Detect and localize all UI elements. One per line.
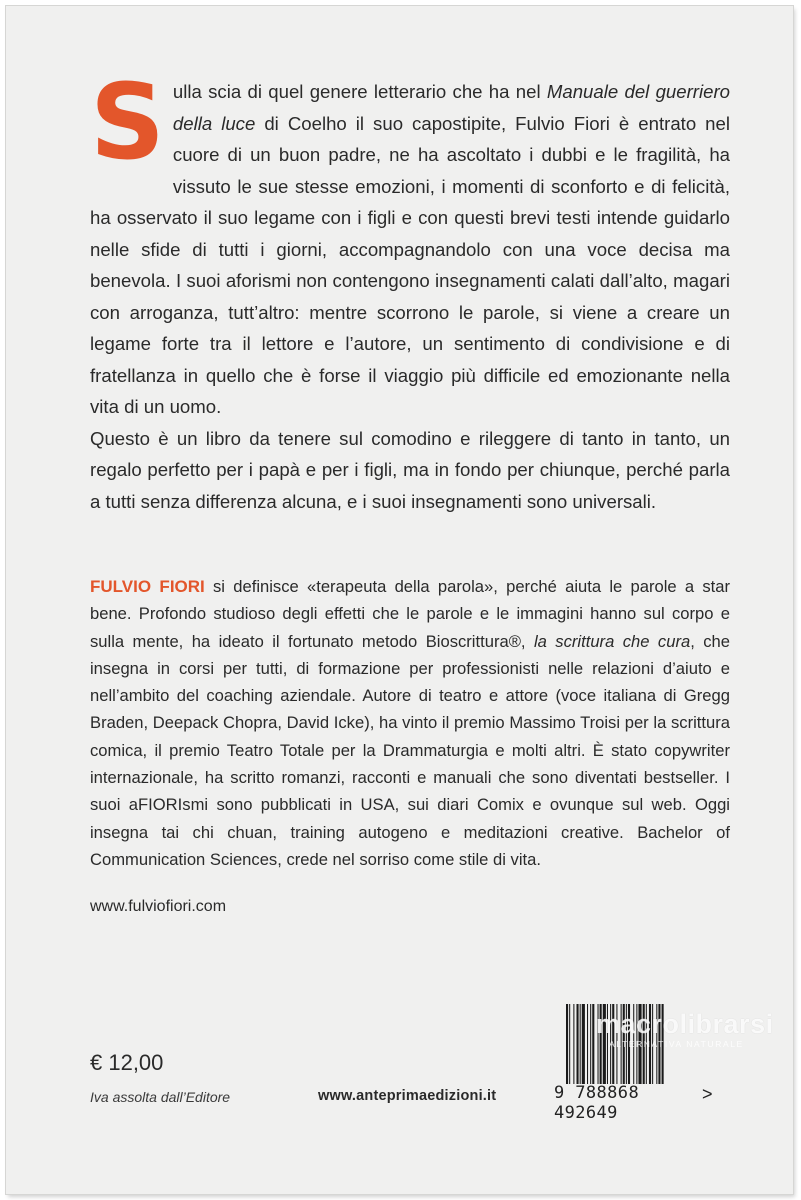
barcode-bar — [587, 1004, 588, 1084]
barcode-bar — [607, 1004, 608, 1084]
barcode-bar — [638, 1004, 641, 1084]
barcode-bar — [612, 1004, 614, 1084]
barcode-bar — [628, 1004, 630, 1084]
barcode-bar — [646, 1004, 647, 1084]
synopsis-paragraph-1 — [90, 61, 730, 423]
price: € 12,00 — [90, 1050, 164, 1075]
barcode-bar — [600, 1004, 602, 1084]
barcode-bar — [652, 1004, 653, 1084]
barcode-bar — [569, 1004, 570, 1084]
barcode-bar — [592, 1004, 594, 1084]
synopsis-book-title: Manuale del guerriero della luce — [172, 81, 730, 134]
author-bio — [90, 573, 730, 873]
barcode-bar — [636, 1004, 637, 1084]
barcode-bar — [610, 1004, 611, 1084]
barcode-bar — [577, 1004, 579, 1084]
vat-note: Iva assolta dall’Editore — [90, 1089, 231, 1105]
bio-method-tagline: la scrittura che cura — [533, 631, 691, 651]
author-name: FULVIO FIORI — [90, 577, 205, 596]
barcode-bar — [623, 1004, 625, 1084]
author-website[interactable]: www.fulviofiori.com — [90, 898, 227, 915]
barcode — [554, 1004, 702, 1123]
synopsis-text-c: di Coelho il suo capostipite, Fulvio Fiori è entrato nel cuore di un buon padre, ne ha ascoltato i dubbi e le fragilità, ha vissuto le sue stesse emozioni, i momenti di sconforto e di felicità, ha osservato il suo legame con i figli e con questi brevi testi intende guidarlo nelle sfide di tutti i giorni, accompagnandolo con una voce decisa ma benevola. I suoi aforismi non contengono insegnamenti calati dall’alto, magari con arroganza, tutt’altro: mentre scorrono le parole, si viene a creare un legame forte tra il lettore e l’autore, un sentimento di condivisione e di fratellanza in quello che è forse il viaggio più difficile ed emozionante nella vita di un uomo. — [90, 112, 730, 417]
synopsis-text-a: ulla scia di quel genere letterario che ha nel — [172, 81, 547, 102]
barcode-bars — [566, 1004, 696, 1084]
barcode-bar — [590, 1004, 591, 1084]
synopsis — [90, 61, 730, 517]
watermark-logo: macrolibrarsi — [596, 1009, 774, 1039]
barcode-bar — [566, 1004, 568, 1084]
drop-cap: S — [90, 61, 165, 183]
barcode-bar — [580, 1004, 581, 1084]
barcode-bar — [633, 1004, 634, 1084]
barcode-bar — [582, 1004, 585, 1084]
barcode-bar — [603, 1004, 606, 1084]
book-back-cover — [6, 6, 793, 1194]
ean-arrow: > — [702, 1084, 713, 1104]
publisher-website[interactable]: www.anteprimaedizioni.it — [318, 1088, 497, 1104]
synopsis-paragraph-2: Questo è un libro da tenere sul comodino e rileggere di tanto in tanto, un regalo perfetto per i papà e per i figli, ma in fondo per chiunque, perché parla a tutti senza differenza alcuna, e i suoi insegnamenti sono universali. — [90, 427, 730, 512]
barcode-bar — [649, 1004, 651, 1084]
watermark-tagline: ALTERNATIVA NATURALE — [609, 1039, 744, 1049]
barcode-bar — [626, 1004, 627, 1084]
barcode-bar — [616, 1004, 617, 1084]
barcode-bar — [643, 1004, 645, 1084]
barcode-bar — [658, 1004, 660, 1084]
barcode-bar — [573, 1004, 574, 1084]
barcode-bar — [656, 1004, 657, 1084]
barcode-bar — [662, 1004, 664, 1084]
bio-text-a: si definisce «terapeuta della parola», perché aiuta le parole a star bene. Profondo studioso degli effetti che le parole e le immagini hanno sul corpo e sulla mente, ha ideato il fortunato metodo Bioscrittura®, — [90, 577, 730, 651]
bio-text-c: , che insegna in corsi per tutti, di formazione per professionisti nelle relazioni d’aiuto e nell’ambito del coaching aziendale. Autore di teatro e attore (voce italiana di Gregg Braden, Deepack Chopra, David Icke), ha vinto il premio Massimo Troisi per la scrittura comica, il premio Teatro Totale per la Drammaturgia e molti altri. È stato copywriter internazionale, ha scritto romanzi, racconti e manuali che sono diventati bestseller. I suoi aFIORIsmi sono pubblicati in USA, sui diari Comix e ovunque sul web. Oggi insegna tai chi chuan, training autogeno e meditazioni creative. Bachelor of Communication Sciences, crede nel sorriso come stile di vita. — [90, 631, 730, 869]
barcode-bar — [598, 1004, 599, 1084]
ean-number: 9 788868 492649 — [554, 1083, 640, 1123]
barcode-bar — [621, 1004, 622, 1084]
